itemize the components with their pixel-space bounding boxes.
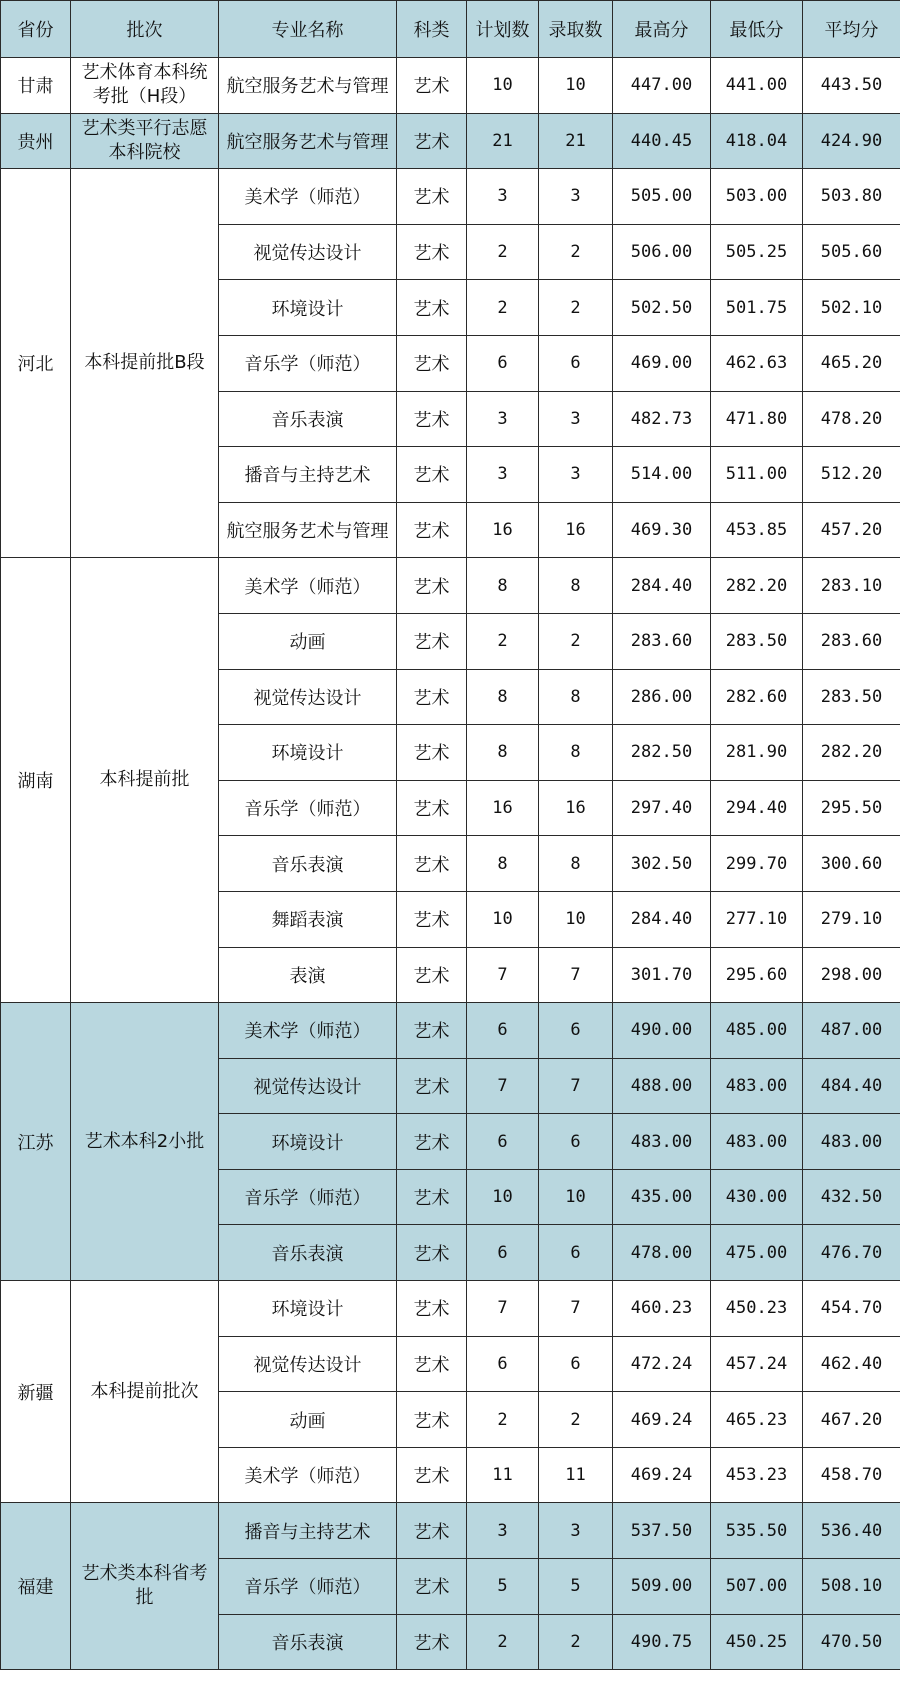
plan-count-cell: 2 [467, 613, 539, 669]
category-cell: 艺术 [397, 224, 467, 280]
avg-score-cell: 295.50 [803, 780, 900, 836]
major-cell: 播音与主持艺术 [219, 447, 397, 503]
plan-count-cell: 3 [467, 391, 539, 447]
min-score-cell: 507.00 [711, 1559, 803, 1615]
admit-count-cell: 2 [539, 1392, 613, 1448]
admit-count-cell: 3 [539, 169, 613, 225]
plan-count-cell: 8 [467, 836, 539, 892]
admit-count-cell: 2 [539, 1614, 613, 1670]
min-score-cell: 299.70 [711, 836, 803, 892]
plan-count-cell: 10 [467, 58, 539, 114]
category-cell: 艺术 [397, 58, 467, 114]
max-score-cell: 284.40 [613, 558, 711, 614]
avg-score-cell: 505.60 [803, 224, 900, 280]
max-score-cell: 447.00 [613, 58, 711, 114]
max-score-cell: 440.45 [613, 113, 711, 169]
table-row [1, 1503, 900, 1559]
admit-count-cell: 2 [539, 613, 613, 669]
avg-score-cell: 487.00 [803, 1003, 900, 1059]
major-cell: 环境设计 [219, 725, 397, 781]
major-cell: 音乐学（师范） [219, 1169, 397, 1225]
batch-cell: 艺术类平行志愿本科院校 [71, 113, 219, 169]
max-score-cell: 490.00 [613, 1003, 711, 1059]
category-cell: 艺术 [397, 1392, 467, 1448]
plan-count-cell: 7 [467, 1058, 539, 1114]
province-cell: 湖南 [1, 558, 71, 1003]
major-cell: 舞蹈表演 [219, 891, 397, 947]
category-cell: 艺术 [397, 1336, 467, 1392]
admit-count-cell: 2 [539, 224, 613, 280]
admit-count-cell: 8 [539, 558, 613, 614]
plan-count-cell: 6 [467, 1336, 539, 1392]
min-score-cell: 453.85 [711, 502, 803, 558]
max-score-cell: 297.40 [613, 780, 711, 836]
max-score-cell: 505.00 [613, 169, 711, 225]
major-cell: 美术学（师范） [219, 558, 397, 614]
max-score-cell: 488.00 [613, 1058, 711, 1114]
avg-score-cell: 458.70 [803, 1447, 900, 1503]
category-cell: 艺术 [397, 169, 467, 225]
province-cell: 江苏 [1, 1003, 71, 1281]
batch-cell: 艺术体育本科统考批（H段） [71, 58, 219, 114]
table-row [1, 1003, 900, 1059]
max-score-cell: 302.50 [613, 836, 711, 892]
avg-score-cell: 298.00 [803, 947, 900, 1003]
min-score-cell: 283.50 [711, 613, 803, 669]
max-score-cell: 469.00 [613, 335, 711, 391]
plan-count-cell: 10 [467, 1169, 539, 1225]
min-score-cell: 462.63 [711, 335, 803, 391]
major-cell: 视觉传达设计 [219, 1058, 397, 1114]
admit-count-cell: 10 [539, 891, 613, 947]
plan-count-cell: 3 [467, 447, 539, 503]
plan-count-cell: 3 [467, 169, 539, 225]
admit-count-cell: 8 [539, 725, 613, 781]
max-score-cell: 286.00 [613, 669, 711, 725]
admit-count-cell: 16 [539, 780, 613, 836]
max-score-cell: 514.00 [613, 447, 711, 503]
category-cell: 艺术 [397, 502, 467, 558]
max-score-cell: 482.73 [613, 391, 711, 447]
category-cell: 艺术 [397, 447, 467, 503]
major-cell: 美术学（师范） [219, 1003, 397, 1059]
admit-count-cell: 10 [539, 1169, 613, 1225]
max-score-cell: 478.00 [613, 1225, 711, 1281]
category-cell: 艺术 [397, 669, 467, 725]
avg-score-cell: 300.60 [803, 836, 900, 892]
min-score-cell: 430.00 [711, 1169, 803, 1225]
major-cell: 音乐学（师范） [219, 335, 397, 391]
avg-score-cell: 283.10 [803, 558, 900, 614]
max-score-cell: 509.00 [613, 1559, 711, 1615]
major-cell: 播音与主持艺术 [219, 1503, 397, 1559]
min-score-cell: 471.80 [711, 391, 803, 447]
min-score-cell: 282.60 [711, 669, 803, 725]
category-cell: 艺术 [397, 1003, 467, 1059]
admit-count-cell: 21 [539, 113, 613, 169]
min-score-cell: 450.25 [711, 1614, 803, 1670]
admit-count-cell: 11 [539, 1447, 613, 1503]
avg-score-cell: 536.40 [803, 1503, 900, 1559]
category-cell: 艺术 [397, 558, 467, 614]
plan-count-cell: 2 [467, 280, 539, 336]
category-cell: 艺术 [397, 1503, 467, 1559]
province-cell: 甘肃 [1, 58, 71, 114]
major-cell: 环境设计 [219, 280, 397, 336]
admit-count-cell: 6 [539, 1114, 613, 1170]
plan-count-cell: 8 [467, 725, 539, 781]
max-score-cell: 469.24 [613, 1447, 711, 1503]
min-score-cell: 457.24 [711, 1336, 803, 1392]
province-cell: 福建 [1, 1503, 71, 1670]
admit-count-cell: 8 [539, 669, 613, 725]
min-score-cell: 441.00 [711, 58, 803, 114]
major-cell: 动画 [219, 613, 397, 669]
avg-score-cell: 503.80 [803, 169, 900, 225]
category-cell: 艺术 [397, 780, 467, 836]
plan-count-cell: 2 [467, 1392, 539, 1448]
column-header: 计划数 [467, 1, 539, 58]
major-cell: 视觉传达设计 [219, 224, 397, 280]
min-score-cell: 465.23 [711, 1392, 803, 1448]
province-cell: 河北 [1, 169, 71, 558]
major-cell: 环境设计 [219, 1114, 397, 1170]
min-score-cell: 418.04 [711, 113, 803, 169]
table-row [1, 58, 900, 114]
min-score-cell: 505.25 [711, 224, 803, 280]
admit-count-cell: 3 [539, 1503, 613, 1559]
avg-score-cell: 424.90 [803, 113, 900, 169]
table-row [1, 558, 900, 614]
plan-count-cell: 6 [467, 1225, 539, 1281]
avg-score-cell: 508.10 [803, 1559, 900, 1615]
major-cell: 航空服务艺术与管理 [219, 502, 397, 558]
min-score-cell: 295.60 [711, 947, 803, 1003]
major-cell: 航空服务艺术与管理 [219, 58, 397, 114]
admit-count-cell: 6 [539, 335, 613, 391]
min-score-cell: 483.00 [711, 1058, 803, 1114]
table-header [1, 1, 900, 58]
major-cell: 音乐表演 [219, 391, 397, 447]
column-header: 平均分 [803, 1, 900, 58]
category-cell: 艺术 [397, 1169, 467, 1225]
category-cell: 艺术 [397, 335, 467, 391]
avg-score-cell: 282.20 [803, 725, 900, 781]
category-cell: 艺术 [397, 1447, 467, 1503]
admit-count-cell: 3 [539, 391, 613, 447]
category-cell: 艺术 [397, 613, 467, 669]
admit-count-cell: 7 [539, 1058, 613, 1114]
max-score-cell: 483.00 [613, 1114, 711, 1170]
avg-score-cell: 462.40 [803, 1336, 900, 1392]
category-cell: 艺术 [397, 1281, 467, 1337]
major-cell: 视觉传达设计 [219, 1336, 397, 1392]
batch-cell: 本科提前批B段 [71, 169, 219, 558]
avg-score-cell: 279.10 [803, 891, 900, 947]
max-score-cell: 469.24 [613, 1392, 711, 1448]
header-row [1, 1, 900, 58]
category-cell: 艺术 [397, 836, 467, 892]
province-cell: 贵州 [1, 113, 71, 169]
avg-score-cell: 512.20 [803, 447, 900, 503]
admit-count-cell: 2 [539, 280, 613, 336]
admit-count-cell: 5 [539, 1559, 613, 1615]
major-cell: 音乐学（师范） [219, 1559, 397, 1615]
admit-count-cell: 6 [539, 1336, 613, 1392]
max-score-cell: 460.23 [613, 1281, 711, 1337]
major-cell: 环境设计 [219, 1281, 397, 1337]
category-cell: 艺术 [397, 1559, 467, 1615]
min-score-cell: 277.10 [711, 891, 803, 947]
plan-count-cell: 5 [467, 1559, 539, 1615]
min-score-cell: 503.00 [711, 169, 803, 225]
column-header: 批次 [71, 1, 219, 58]
major-cell: 视觉传达设计 [219, 669, 397, 725]
max-score-cell: 537.50 [613, 1503, 711, 1559]
avg-score-cell: 457.20 [803, 502, 900, 558]
min-score-cell: 282.20 [711, 558, 803, 614]
min-score-cell: 294.40 [711, 780, 803, 836]
admit-count-cell: 6 [539, 1003, 613, 1059]
avg-score-cell: 478.20 [803, 391, 900, 447]
plan-count-cell: 6 [467, 1003, 539, 1059]
avg-score-cell: 502.10 [803, 280, 900, 336]
max-score-cell: 282.50 [613, 725, 711, 781]
plan-count-cell: 16 [467, 502, 539, 558]
batch-cell: 艺术本科2小批 [71, 1003, 219, 1281]
max-score-cell: 469.30 [613, 502, 711, 558]
plan-count-cell: 8 [467, 558, 539, 614]
category-cell: 艺术 [397, 947, 467, 1003]
admit-count-cell: 3 [539, 447, 613, 503]
major-cell: 音乐表演 [219, 1614, 397, 1670]
admit-count-cell: 7 [539, 947, 613, 1003]
batch-cell: 本科提前批次 [71, 1281, 219, 1503]
batch-cell: 艺术类本科省考批 [71, 1503, 219, 1670]
plan-count-cell: 16 [467, 780, 539, 836]
table-row [1, 169, 900, 225]
avg-score-cell: 283.60 [803, 613, 900, 669]
major-cell: 音乐表演 [219, 836, 397, 892]
min-score-cell: 453.23 [711, 1447, 803, 1503]
major-cell: 表演 [219, 947, 397, 1003]
column-header: 省份 [1, 1, 71, 58]
column-header: 科类 [397, 1, 467, 58]
major-cell: 美术学（师范） [219, 169, 397, 225]
avg-score-cell: 432.50 [803, 1169, 900, 1225]
plan-count-cell: 6 [467, 1114, 539, 1170]
max-score-cell: 472.24 [613, 1336, 711, 1392]
max-score-cell: 506.00 [613, 224, 711, 280]
max-score-cell: 283.60 [613, 613, 711, 669]
admit-count-cell: 6 [539, 1225, 613, 1281]
min-score-cell: 535.50 [711, 1503, 803, 1559]
plan-count-cell: 11 [467, 1447, 539, 1503]
admit-count-cell: 7 [539, 1281, 613, 1337]
avg-score-cell: 454.70 [803, 1281, 900, 1337]
column-header: 最低分 [711, 1, 803, 58]
min-score-cell: 511.00 [711, 447, 803, 503]
plan-count-cell: 2 [467, 1614, 539, 1670]
avg-score-cell: 476.70 [803, 1225, 900, 1281]
category-cell: 艺术 [397, 391, 467, 447]
avg-score-cell: 470.50 [803, 1614, 900, 1670]
min-score-cell: 483.00 [711, 1114, 803, 1170]
category-cell: 艺术 [397, 725, 467, 781]
major-cell: 美术学（师范） [219, 1447, 397, 1503]
table-row [1, 113, 900, 169]
plan-count-cell: 7 [467, 1281, 539, 1337]
province-cell: 新疆 [1, 1281, 71, 1503]
major-cell: 动画 [219, 1392, 397, 1448]
avg-score-cell: 483.00 [803, 1114, 900, 1170]
column-header: 录取数 [539, 1, 613, 58]
max-score-cell: 284.40 [613, 891, 711, 947]
category-cell: 艺术 [397, 280, 467, 336]
plan-count-cell: 21 [467, 113, 539, 169]
category-cell: 艺术 [397, 113, 467, 169]
major-cell: 航空服务艺术与管理 [219, 113, 397, 169]
category-cell: 艺术 [397, 1225, 467, 1281]
plan-count-cell: 2 [467, 224, 539, 280]
table-row [1, 1281, 900, 1337]
min-score-cell: 281.90 [711, 725, 803, 781]
plan-count-cell: 8 [467, 669, 539, 725]
major-cell: 音乐表演 [219, 1225, 397, 1281]
admit-count-cell: 8 [539, 836, 613, 892]
batch-cell: 本科提前批 [71, 558, 219, 1003]
avg-score-cell: 467.20 [803, 1392, 900, 1448]
plan-count-cell: 7 [467, 947, 539, 1003]
admit-count-cell: 16 [539, 502, 613, 558]
plan-count-cell: 3 [467, 1503, 539, 1559]
max-score-cell: 301.70 [613, 947, 711, 1003]
avg-score-cell: 484.40 [803, 1058, 900, 1114]
category-cell: 艺术 [397, 1114, 467, 1170]
column-header: 最高分 [613, 1, 711, 58]
avg-score-cell: 465.20 [803, 335, 900, 391]
max-score-cell: 490.75 [613, 1614, 711, 1670]
max-score-cell: 435.00 [613, 1169, 711, 1225]
min-score-cell: 450.23 [711, 1281, 803, 1337]
min-score-cell: 501.75 [711, 280, 803, 336]
plan-count-cell: 10 [467, 891, 539, 947]
table-body [1, 58, 900, 1670]
category-cell: 艺术 [397, 1614, 467, 1670]
max-score-cell: 502.50 [613, 280, 711, 336]
category-cell: 艺术 [397, 1058, 467, 1114]
major-cell: 音乐学（师范） [219, 780, 397, 836]
admit-count-cell: 10 [539, 58, 613, 114]
min-score-cell: 485.00 [711, 1003, 803, 1059]
avg-score-cell: 283.50 [803, 669, 900, 725]
plan-count-cell: 6 [467, 335, 539, 391]
column-header: 专业名称 [219, 1, 397, 58]
avg-score-cell: 443.50 [803, 58, 900, 114]
category-cell: 艺术 [397, 891, 467, 947]
min-score-cell: 475.00 [711, 1225, 803, 1281]
